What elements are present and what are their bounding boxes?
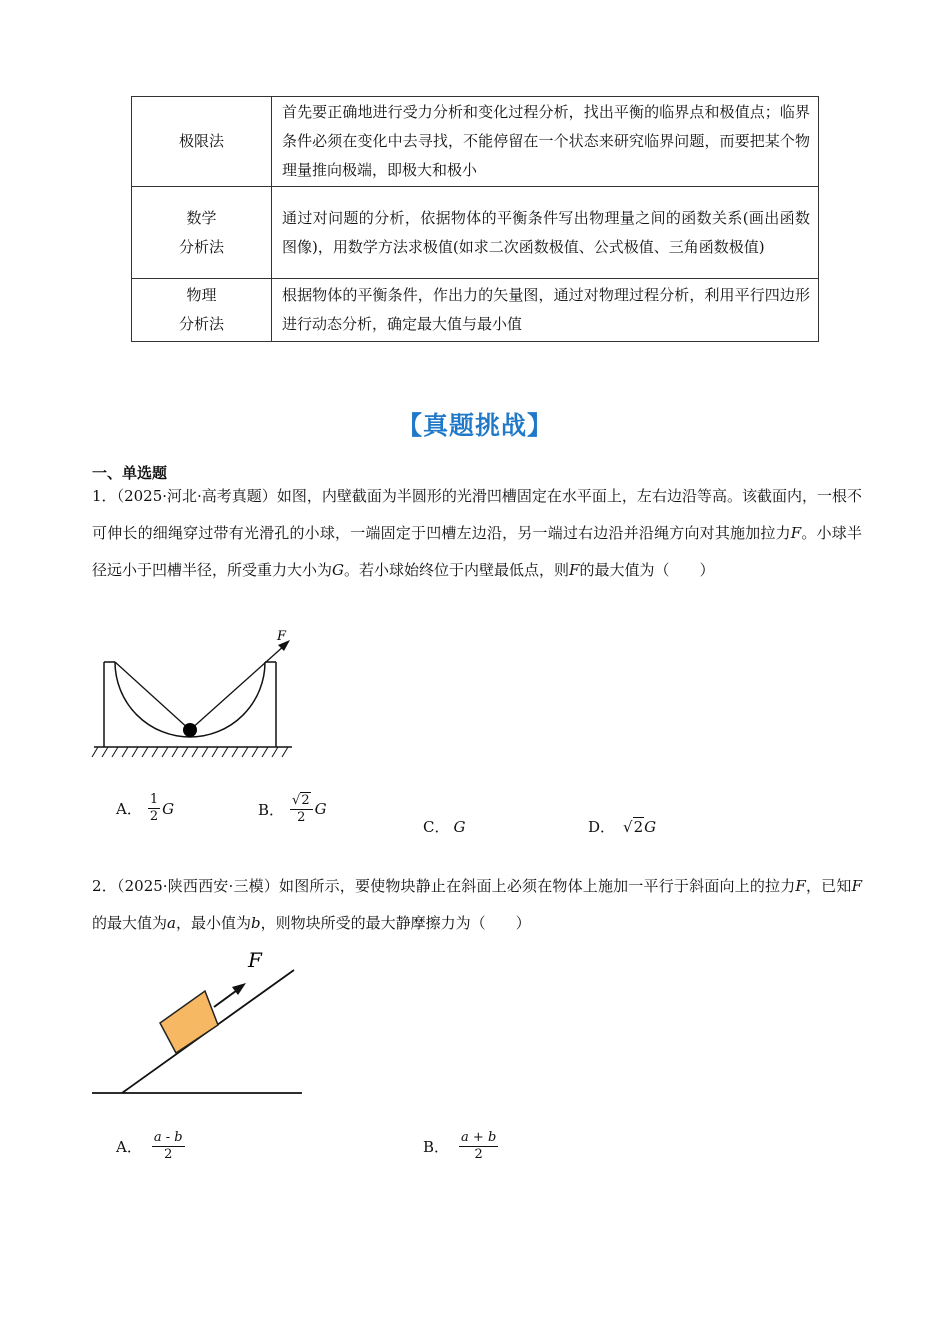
question-text: ，已知	[805, 877, 852, 895]
question-number: 2．	[92, 877, 117, 895]
method-name	[132, 279, 272, 342]
fraction	[290, 792, 313, 826]
question-number: 1．	[92, 487, 117, 505]
denominator: 2	[297, 810, 306, 825]
table-row	[132, 97, 819, 187]
variable-f: F	[851, 877, 862, 895]
methods-table	[131, 96, 819, 342]
option-b[interactable]	[258, 792, 327, 826]
sqrt: √ 2	[292, 793, 310, 808]
variable-f: F	[569, 561, 580, 579]
method-name-line: 分析法	[178, 315, 224, 333]
section-title: 【真题挑战】	[396, 411, 553, 440]
denominator: 2	[149, 809, 159, 824]
method-desc: 首先要正确地进行受力分析和变化过程分析，找出平衡的临界点和极值点；临界条件必须在变化中去寻找，不能停留在一个状态来研究临界问题，而要把某个物理量推向极端，即极大和极小	[272, 97, 819, 187]
table-row	[132, 187, 819, 279]
option-label: A．	[116, 1138, 142, 1156]
method-name	[132, 97, 272, 187]
option-a[interactable]	[116, 792, 174, 825]
question-text: 如图所示，要使物块静止在斜面上必须在物体上施加一平行于斜面向上的拉力	[279, 877, 796, 895]
question-text: 。小球半径远小于凹槽半径，所受重力大小为	[92, 524, 862, 579]
fraction	[459, 1130, 498, 1163]
question-text: ，则物块所受的最大静摩擦力为（ ）	[260, 914, 531, 932]
category-heading: 一、单选题	[92, 464, 168, 482]
method-name-line: 数学	[186, 208, 217, 227]
denominator: 2	[474, 1147, 483, 1162]
option-c[interactable]	[423, 816, 465, 837]
fraction	[148, 792, 160, 825]
table-row	[132, 279, 819, 342]
variable-a: a	[167, 914, 176, 932]
method-name-line: 极限法	[178, 132, 224, 150]
groove-figure	[90, 625, 300, 765]
variable-b: b	[250, 914, 261, 932]
option-b[interactable]	[423, 1130, 500, 1163]
option-a[interactable]	[116, 1130, 187, 1163]
incline-figure	[88, 945, 308, 1105]
option-label: B．	[423, 1138, 450, 1156]
method-name-line: 分析法	[178, 237, 224, 256]
option-label: A．	[116, 800, 142, 818]
radicand: 2	[301, 793, 310, 808]
numerator	[290, 792, 313, 810]
option-label: B．	[258, 800, 285, 819]
option-label: D．	[588, 818, 616, 836]
block	[160, 991, 218, 1053]
variable-g: G	[453, 817, 466, 836]
method-desc: 通过对问题的分析，依据物体的平衡条件写出物理量之间的函数关系(画出函数图像)，用数学方法求极值(如求二次函数极值、公式极值、三角函数极值)	[272, 187, 819, 279]
denominator: 2	[164, 1147, 173, 1162]
option-label: C．	[423, 818, 450, 836]
question-1-text	[92, 478, 862, 589]
fraction	[152, 1130, 185, 1163]
method-desc: 根据物体的平衡条件，作出力的矢量图，通过对物理过程分析，利用平行四边形进行动态分析，确定最大值与最小值	[272, 279, 819, 342]
radicand: 2	[633, 818, 644, 836]
option-d[interactable]	[588, 816, 656, 837]
question-text: 的最大值为（ ）	[579, 561, 715, 579]
variable-g: G	[162, 799, 175, 818]
force-label: F	[277, 629, 287, 644]
force-label: F	[248, 948, 262, 972]
question-text: ，最小值为	[175, 914, 251, 932]
variable-g: G	[332, 561, 344, 579]
question-text: 如图，内壁截面为半圆形的光滑凹槽固定在水平面上，左右边沿等高。该截面内，一根不可伸长的细绳穿过带有光滑孔的小球，一端固定于凹槽左边沿，另一端过右边沿并沿绳方向对其施加拉力	[92, 487, 862, 542]
variable-f: F	[795, 877, 806, 895]
question-text: 。若小球始终位于内壁最低点，则	[344, 561, 570, 579]
sqrt: √ 2	[623, 818, 644, 836]
variable-g: G	[644, 817, 657, 836]
question-2-text	[92, 868, 862, 942]
numerator: a + b	[461, 1130, 497, 1145]
question-source: （2025·陕西西安·三模）	[116, 877, 280, 895]
numerator: a - b	[153, 1130, 183, 1145]
method-name-line: 物理	[186, 286, 217, 304]
variable-f: F	[790, 524, 802, 542]
method-name	[132, 187, 272, 279]
numerator: 1	[149, 792, 159, 807]
question-text: 的最大值为	[92, 914, 168, 932]
variable-g: G	[314, 800, 327, 818]
question-source: （2025·河北·高考真题）	[116, 487, 277, 505]
